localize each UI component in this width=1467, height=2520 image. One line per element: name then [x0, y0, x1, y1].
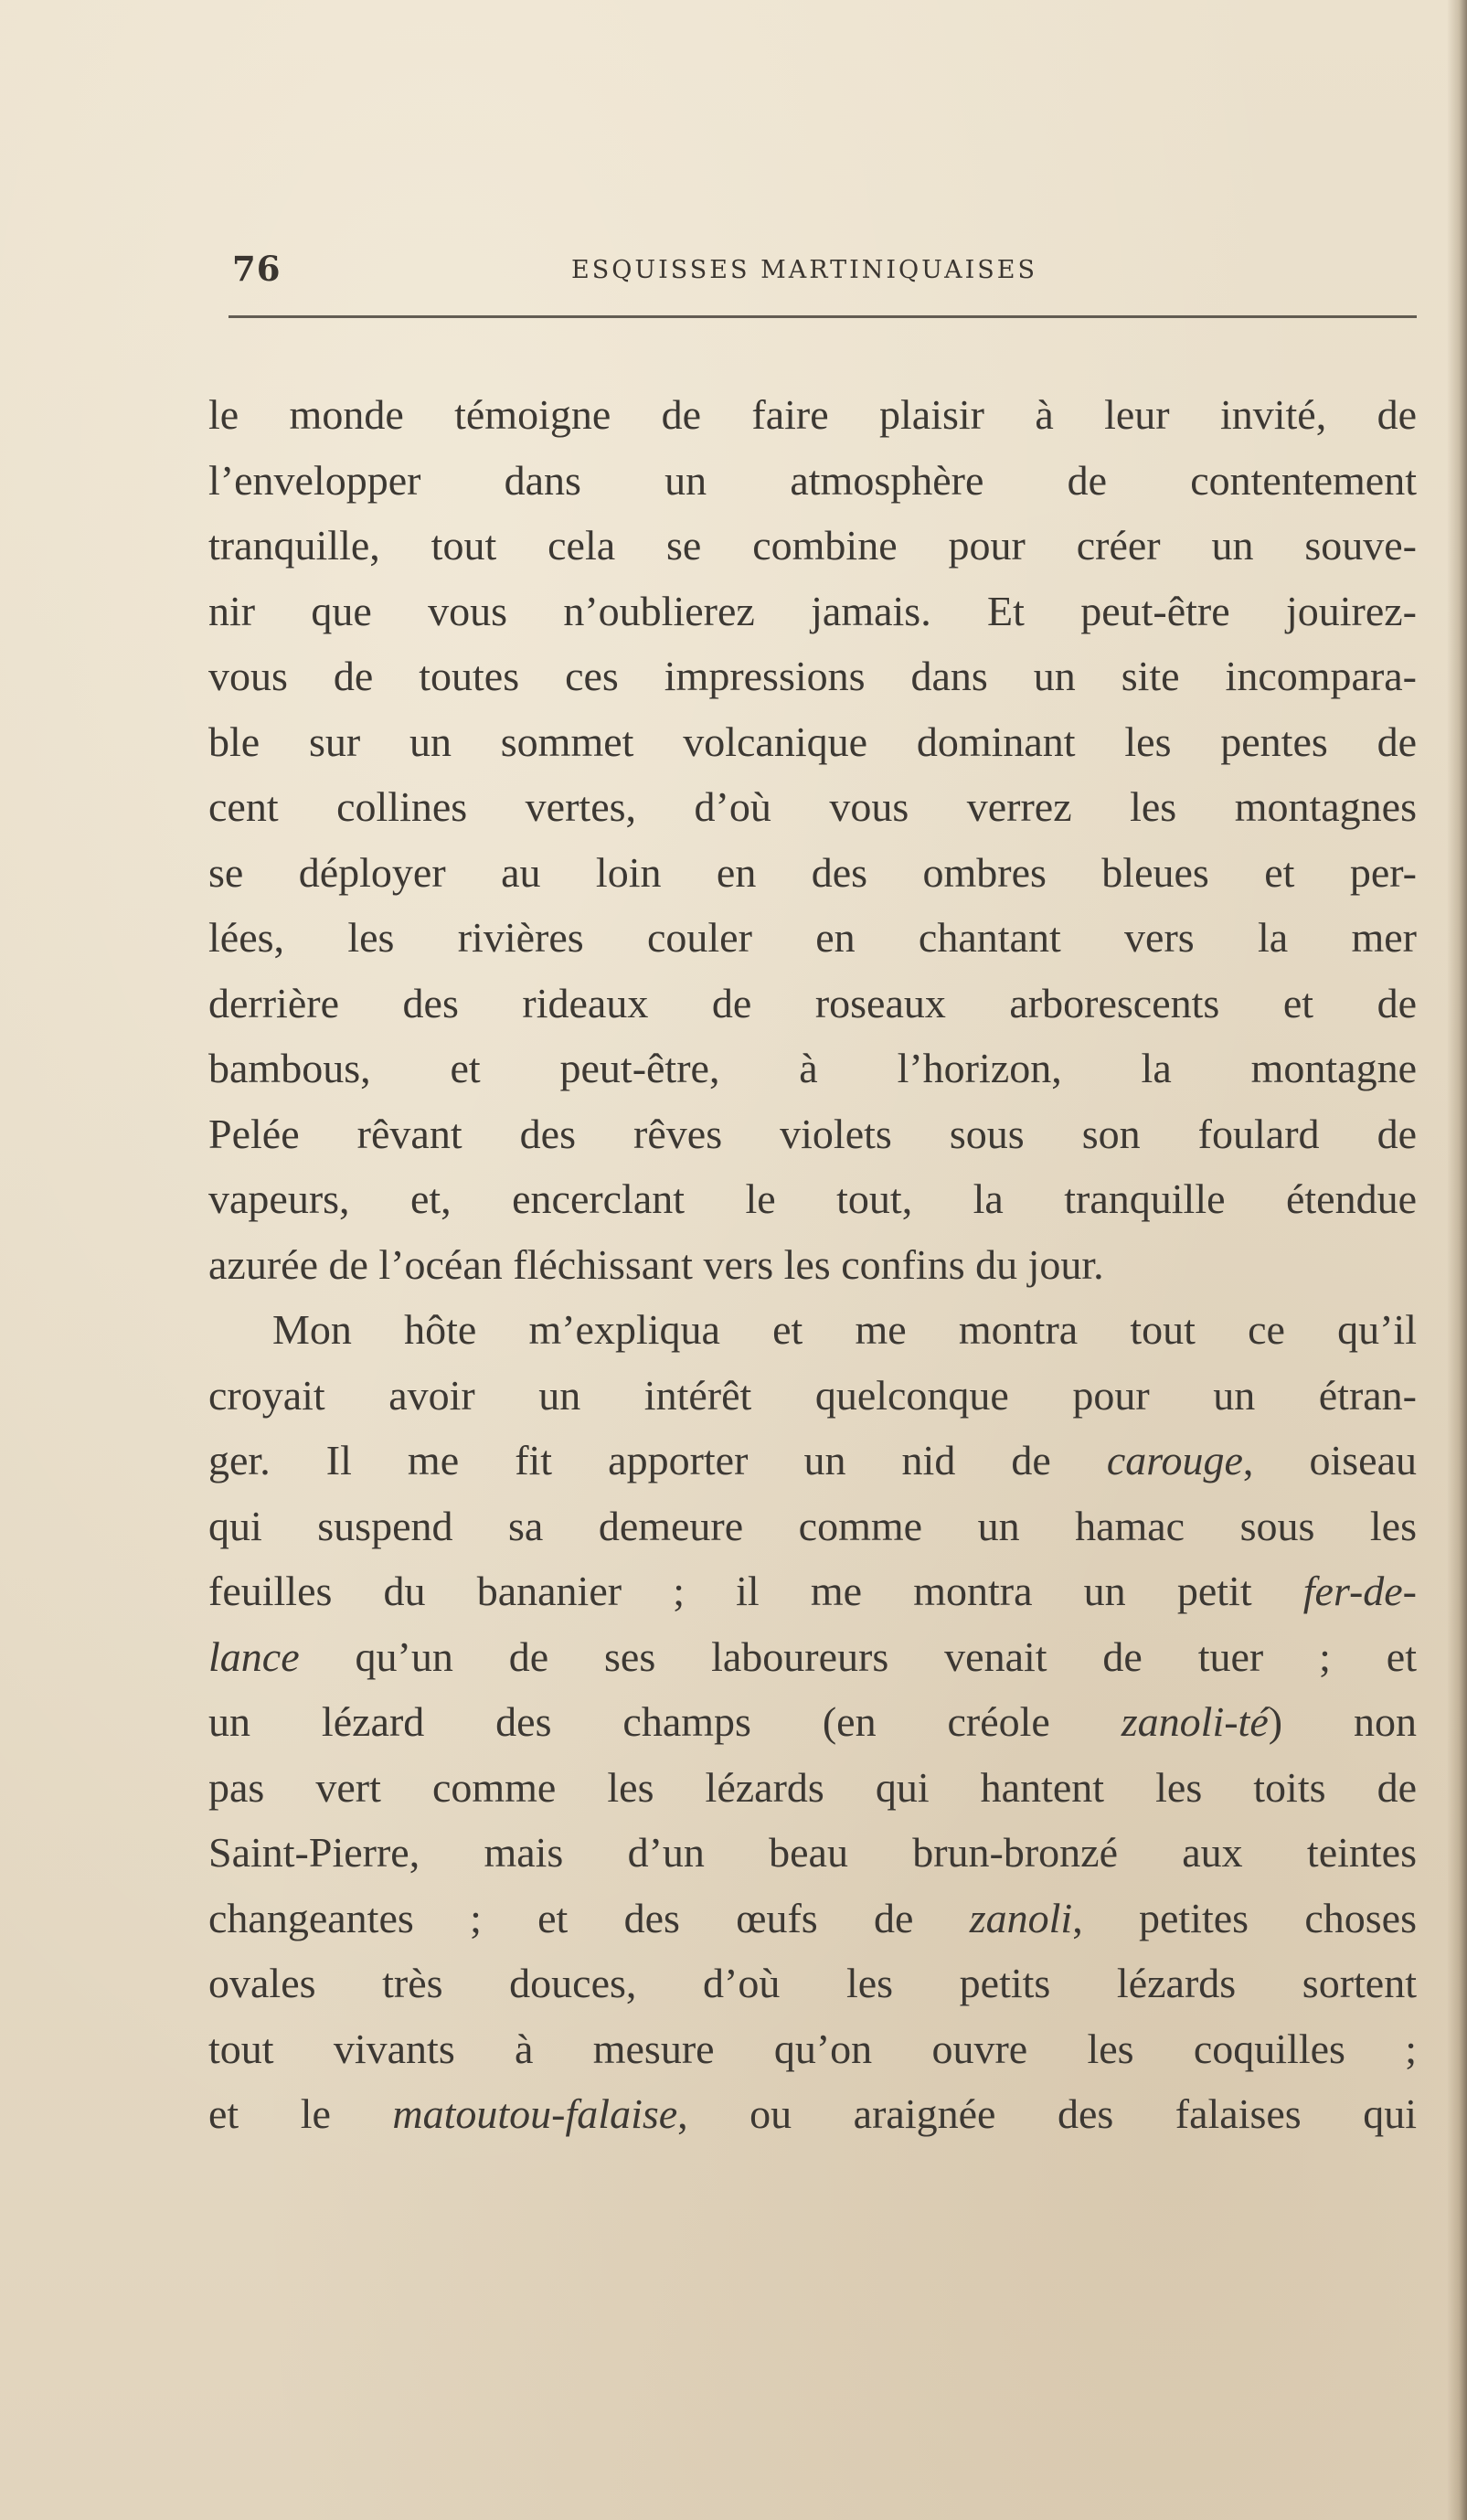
- text-segment: bambous, et peut-être, à l’horizon, la montagne: [208, 1045, 1417, 1091]
- text-segment: tout vivants à mesure qu’on ouvre les coquilles ;: [208, 2025, 1417, 2072]
- text-segment: vous de toutes ces impressions dans un site incompara-: [208, 653, 1417, 699]
- text-line: [208, 774, 1417, 840]
- text-segment: , ou araignée des falaises qui: [677, 2090, 1417, 2137]
- page-header: [229, 249, 1417, 294]
- text-segment: Saint-Pierre, mais d’un beau brun-bronzé aux teintes: [208, 1829, 1417, 1876]
- text-segment: lées, les rivières couler en chantant vers la mer: [208, 914, 1417, 961]
- text-segment: cent collines vertes, d’où vous verrez les montagnes: [208, 783, 1417, 830]
- running-head: ESQUISSES MARTINIQUAISES: [571, 256, 1037, 284]
- text-line: [208, 840, 1417, 906]
- text-segment: croyait avoir un intérêt quelconque pour un étran-: [208, 1371, 1417, 1419]
- text-line: [208, 971, 1417, 1037]
- italic-term: zanoli-té: [1121, 1698, 1269, 1745]
- italic-term: zanoli: [969, 1894, 1073, 1941]
- text-line: [208, 1951, 1417, 2016]
- text-line: [208, 1755, 1417, 1821]
- text-segment: nir que vous n’oublierez jamais. Et peut-être jouirez-: [208, 587, 1417, 634]
- text-line: [208, 513, 1417, 579]
- text-segment: vapeurs, et, encerclant le tout, la tranquille étendue: [208, 1175, 1417, 1222]
- text-line: [208, 643, 1417, 709]
- italic-term: fer-de-: [1302, 1568, 1417, 1614]
- italic-term: carouge: [1106, 1437, 1243, 1483]
- text-segment: Mon hôte m’expliqua et me montra tout ce qu’il: [272, 1306, 1417, 1353]
- page-number: 76: [232, 249, 282, 289]
- text-line: [208, 1428, 1417, 1494]
- text-line: [208, 1232, 1417, 1298]
- text-line: [208, 905, 1417, 971]
- text-segment: se déployer au loin en des ombres bleues et per-: [208, 848, 1417, 896]
- text-line: [208, 579, 1417, 644]
- text-segment: tranquille, tout cela se combine pour créer un souve-: [208, 522, 1417, 569]
- text-segment: un lézard des champs (en créole: [208, 1698, 1122, 1745]
- text-line: [208, 1494, 1417, 1559]
- text-line: [208, 709, 1417, 775]
- text-line: [208, 1624, 1417, 1690]
- text-line: [208, 1363, 1417, 1429]
- text-segment: ble sur un sommet volcanique dominant les pentes de: [208, 718, 1417, 765]
- text-line: [208, 1820, 1417, 1886]
- text-segment: derrière des rideaux de roseaux arborescents et de: [208, 979, 1417, 1026]
- text-segment: l’envelopper dans un atmosphère de contentement: [208, 456, 1417, 504]
- italic-term: matoutou-falaise: [392, 2090, 678, 2137]
- text-segment: et le: [208, 2090, 393, 2137]
- text-line: [208, 1297, 1417, 1363]
- text-segment: azurée de l’océan fléchissant vers les confins du jour.: [208, 1240, 1104, 1288]
- text-line: [208, 1689, 1417, 1755]
- text-segment: pas vert comme les lézards qui hantent les toits de: [208, 1763, 1417, 1811]
- text-line: [208, 2081, 1417, 2147]
- text-segment: , oiseau: [1242, 1437, 1417, 1483]
- text-line: [208, 1101, 1417, 1167]
- text-segment: feuilles du bananier ; il me montra un petit: [208, 1568, 1303, 1614]
- text-segment: , petites choses: [1072, 1894, 1417, 1941]
- text-line: [208, 448, 1417, 514]
- text-line: [208, 382, 1417, 448]
- text-segment: qui suspend sa demeure comme un hamac sous les: [208, 1502, 1417, 1549]
- text-line: [208, 1036, 1417, 1101]
- text-segment: ger. Il me fit apporter un nid de: [208, 1437, 1107, 1483]
- text-segment: changeantes ; et des œufs de: [208, 1894, 970, 1941]
- text-segment: Pelée rêvant des rêves violets sous son foulard de: [208, 1110, 1417, 1157]
- header-rule: [229, 315, 1417, 318]
- text-line: [208, 1166, 1417, 1232]
- text-line: [208, 1558, 1417, 1624]
- body-text: [208, 382, 1417, 2147]
- text-segment: qu’un de ses laboureurs venait de tuer ; et: [299, 1632, 1417, 1680]
- page-edge-shadow: [1447, 0, 1467, 2520]
- text-segment: le monde témoigne de faire plaisir à leur invité, de: [208, 391, 1417, 438]
- text-line: [208, 1886, 1417, 1951]
- text-line: [208, 2016, 1417, 2082]
- text-segment: ovales très douces, d’où les petits lézards sortent: [208, 1960, 1417, 2006]
- italic-term: lance: [208, 1632, 300, 1680]
- text-segment: ) non: [1268, 1698, 1417, 1745]
